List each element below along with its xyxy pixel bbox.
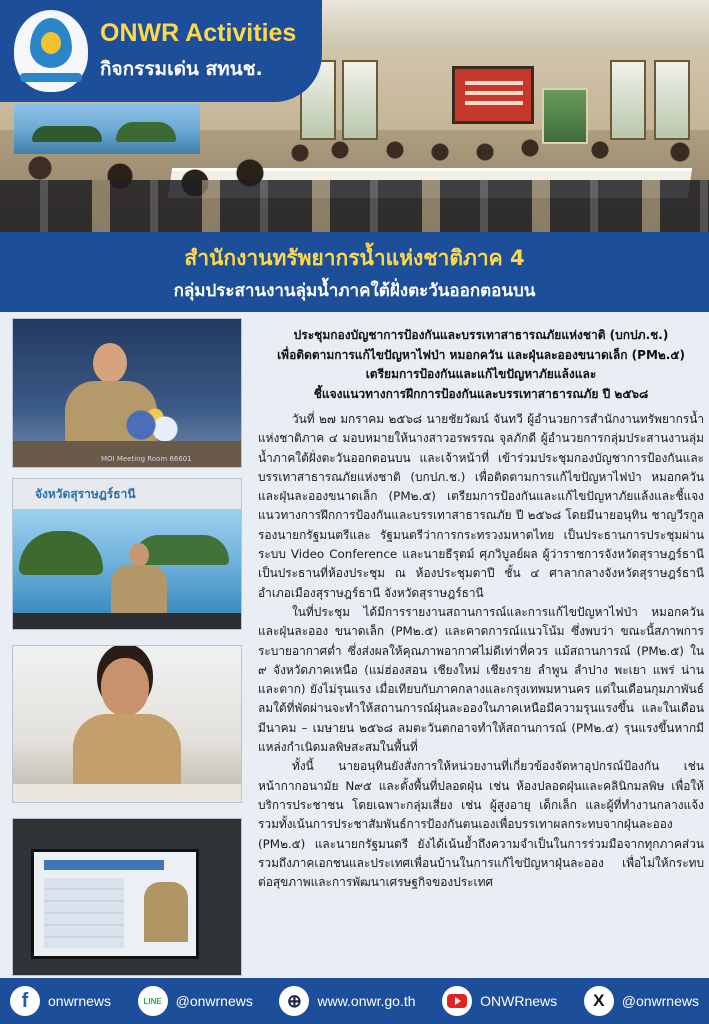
slide-title-bar xyxy=(44,860,164,870)
headline-line: เพื่อติดตามการแก้ไขปัญหาไฟป่า หมอกควัน และฝุ่นละอองขนาดเล็ก (PM๒.๕) xyxy=(277,347,685,362)
line-icon: LINE xyxy=(138,986,168,1016)
youtube-label: ONWRnews xyxy=(480,993,558,1009)
person-head xyxy=(101,658,149,716)
x-link[interactable] xyxy=(584,986,699,1016)
facebook-icon: f xyxy=(10,986,40,1016)
youtube-link[interactable] xyxy=(442,986,557,1016)
x-icon: X xyxy=(584,986,614,1016)
article-paragraph xyxy=(258,603,704,757)
headline-line: ประชุมกองบัญชาการป้องกันและบรรเทาสาธารณภัยแห่งชาติ (บกปภ.ช.) xyxy=(293,328,669,342)
group-name: กลุ่มประสานงานลุ่มน้ำภาคใต้ฝั่งตะวันออกตอนบน xyxy=(173,281,536,301)
tv-bezel xyxy=(13,613,242,630)
hero-presentation-screen xyxy=(452,66,534,124)
globe-icon: ⊕ xyxy=(279,986,309,1016)
photo-director xyxy=(12,645,242,803)
slide-screen xyxy=(31,849,199,959)
website-label: www.onwr.go.th xyxy=(317,993,416,1009)
slide-portrait xyxy=(144,882,188,942)
youtube-icon xyxy=(442,986,472,1016)
photo-chair-speaking xyxy=(12,318,242,468)
line-link[interactable] xyxy=(138,986,253,1016)
website-link[interactable] xyxy=(279,986,415,1016)
article-headline xyxy=(258,326,704,404)
article xyxy=(258,326,704,976)
article-paragraph xyxy=(258,757,704,892)
line-label: @onwrnews xyxy=(175,993,253,1009)
person-head xyxy=(129,543,149,567)
logo-ribbon xyxy=(20,73,82,82)
slide-text-block xyxy=(44,878,124,948)
headline-line: ชี้แจงแนวทางการฝึกการป้องกันและบรรเทาสาธารณภัย ปี ๒๕๖๘ xyxy=(313,386,649,401)
hero-ceiling xyxy=(280,0,709,46)
header-titles xyxy=(100,18,296,84)
paragraph-text: วันที่ ๒๗ มกราคม ๒๕๖๘ นายชัยวัฒน์ จันทวี ผู้อำนวยการสำนักงานทรัพยากรน้ำแห่งชาติภาค ๔ มอบหมายให้นางสาวอรพรรณ จุลภักดี ผู้อำนวยการกลุ่มประสานงานลุ่มน้ำภาคใต้ฝั่งตะวันออกตอนบน และเจ้าหน้าที่ เข้าร่วมประชุมกองบัญชาการป้องกันและบรรเทาสาธารณภัยแห่งชาติ (บกปภ.ช.) เพื่อติดตามการแก้ไขปัญหาไฟป่า หมอกควันและฝุ่นละอองขนาดเล็ก (PM๒.๕) เตรียมการป้องกันและแก้ไขปัญหาภัยแล้งและชี้แจงแนวทางการฝึกการป้องกันและบรรเทาสาธารณภัย ปี ๒๕๖๘ โดยมีนายอนุทิน ชาญวีรกูล รองนายกรัฐมนตรีและ รัฐมนตรีว่าการกระทรวงมหาดไทย เป็นประธานการประชุมผ่านระบบ Video Conference และนายธีรุตม์ ศุภวิบูลย์ผล ผู้ว่าราชการจังหวัดสุราษฎร์ธานี เป็นประธานที่ห้องประชุม ณ ห้องประชุมตาปี ชั้น ๔ ศาลากลางจังหวัดสุราษฎร์ธานี อำเภอเมืองสุราษฎร์ธานี จังหวัดสุราษฎร์ธานี xyxy=(258,412,704,600)
header-title-th: กิจกรรมเด่น สทนช. xyxy=(100,58,263,80)
person-body xyxy=(111,565,167,615)
photo-desk xyxy=(13,784,242,803)
photo-presentation-screen xyxy=(12,818,242,976)
footer-social-bar xyxy=(0,978,709,1024)
onwr-logo xyxy=(14,10,88,92)
x-label: @onwrnews xyxy=(621,993,699,1009)
paragraph-text: ในที่ประชุม ได้มีการรายงานสถานการณ์และการแก้ไขปัญหาไฟป่า หมอกควัน และฝุ่นละออง ขนาดเล็ก (PM๒.๕) และคาดการณ์แนวโน้ม ซึ่งพบว่า ขณะนี้สภาพการระบายอากาศต่ำ ซึ่งส่งผลให้คุณภาพอากาศไม่ดีเท่าที่ควร แม้สถานการณ์ (PM๒.๕) ใน ๙ จังหวัดภาคเหนือ (แม่ฮ่องสอน เชียงใหม่ เชียงราย ลำพูน ลำปาง พะเยา แพร่ น่าน และตาก) ยังไม่รุนแรง เมื่อเทียบกับภาคกลางและกรุงเทพมหานคร แต่ในเดือนกุมภาพันธ์ ลมใต้ที่พัดผ่านจะทำให้สถานการณ์ฝุ่นละอองในภาคเหนือมีความรุนแรงขึ้น และในเดือนมีนาคม – เมษายน ๒๕๖๘ ลมตะวันตกอาจทำให้สถานการณ์ (PM๒.๕) รุนแรงขึ้นหากมีแหล่งกำเนิดมลพิษสะสมในพื้นที่ xyxy=(258,604,704,755)
hero-chairs xyxy=(0,180,709,232)
photo-caption: MOI Meeting Room 66601 xyxy=(101,455,192,463)
province-label: จังหวัดสุราษฎร์ธานี xyxy=(35,487,136,501)
article-paragraph xyxy=(258,410,704,603)
header-badge xyxy=(0,0,322,102)
paragraph-text: ทั้งนี้ นายอนุทินยังสั่งการให้หน่วยงานที่เกี่ยวข้องจัดหาอุปกรณ์ป้องกัน เช่น หน้ากากอนามัย N๙๕ และตั้งพื้นที่ปลอดฝุ่น เช่น ห้องปลอดฝุ่นและคลินิกมลพิษ เพื่อให้บริการประชาชน โดยเฉพาะกลุ่มเสี่ยง เช่น ผู้สูงอายุ เด็กเล็ก และผู้ที่ทำงานกลางแจ้ง รวมทั้งเน้นการประชาสัมพันธ์การป้องกันตนเองเพื่อบรรเทาผลกระทบจากฝุ่นละออง (PM๒.๕) และนายกรัฐมนตรี ยังได้เน้นย้ำถึงความจำเป็นในการร่วมมือจากทุกภาคส่วน รวมถึงภาคเอกชนและประเทศเพื่อนบ้านในการแก้ไขปัญหาฝุ่นละออง เพื่อไม่ให้กระทบต่อสุขภาพและการพัฒนาเศรษฐกิจของประเทศ xyxy=(258,759,704,890)
person-head xyxy=(93,343,127,383)
facebook-label: onwrnews xyxy=(48,993,112,1009)
office-banner xyxy=(0,232,709,312)
office-name: สำนักงานทรัพยากรน้ำแห่งชาติภาค 4 xyxy=(184,246,525,270)
logo-water-drop xyxy=(30,18,72,68)
facebook-link[interactable] xyxy=(10,986,111,1016)
headline-line: เตรียมการป้องกันและแก้ไขปัญหาภัยแล้งและ xyxy=(365,367,597,381)
header-title-en: ONWR Activities xyxy=(100,19,297,47)
photo-person xyxy=(109,543,167,613)
photo-provincial-video-call xyxy=(12,478,242,630)
